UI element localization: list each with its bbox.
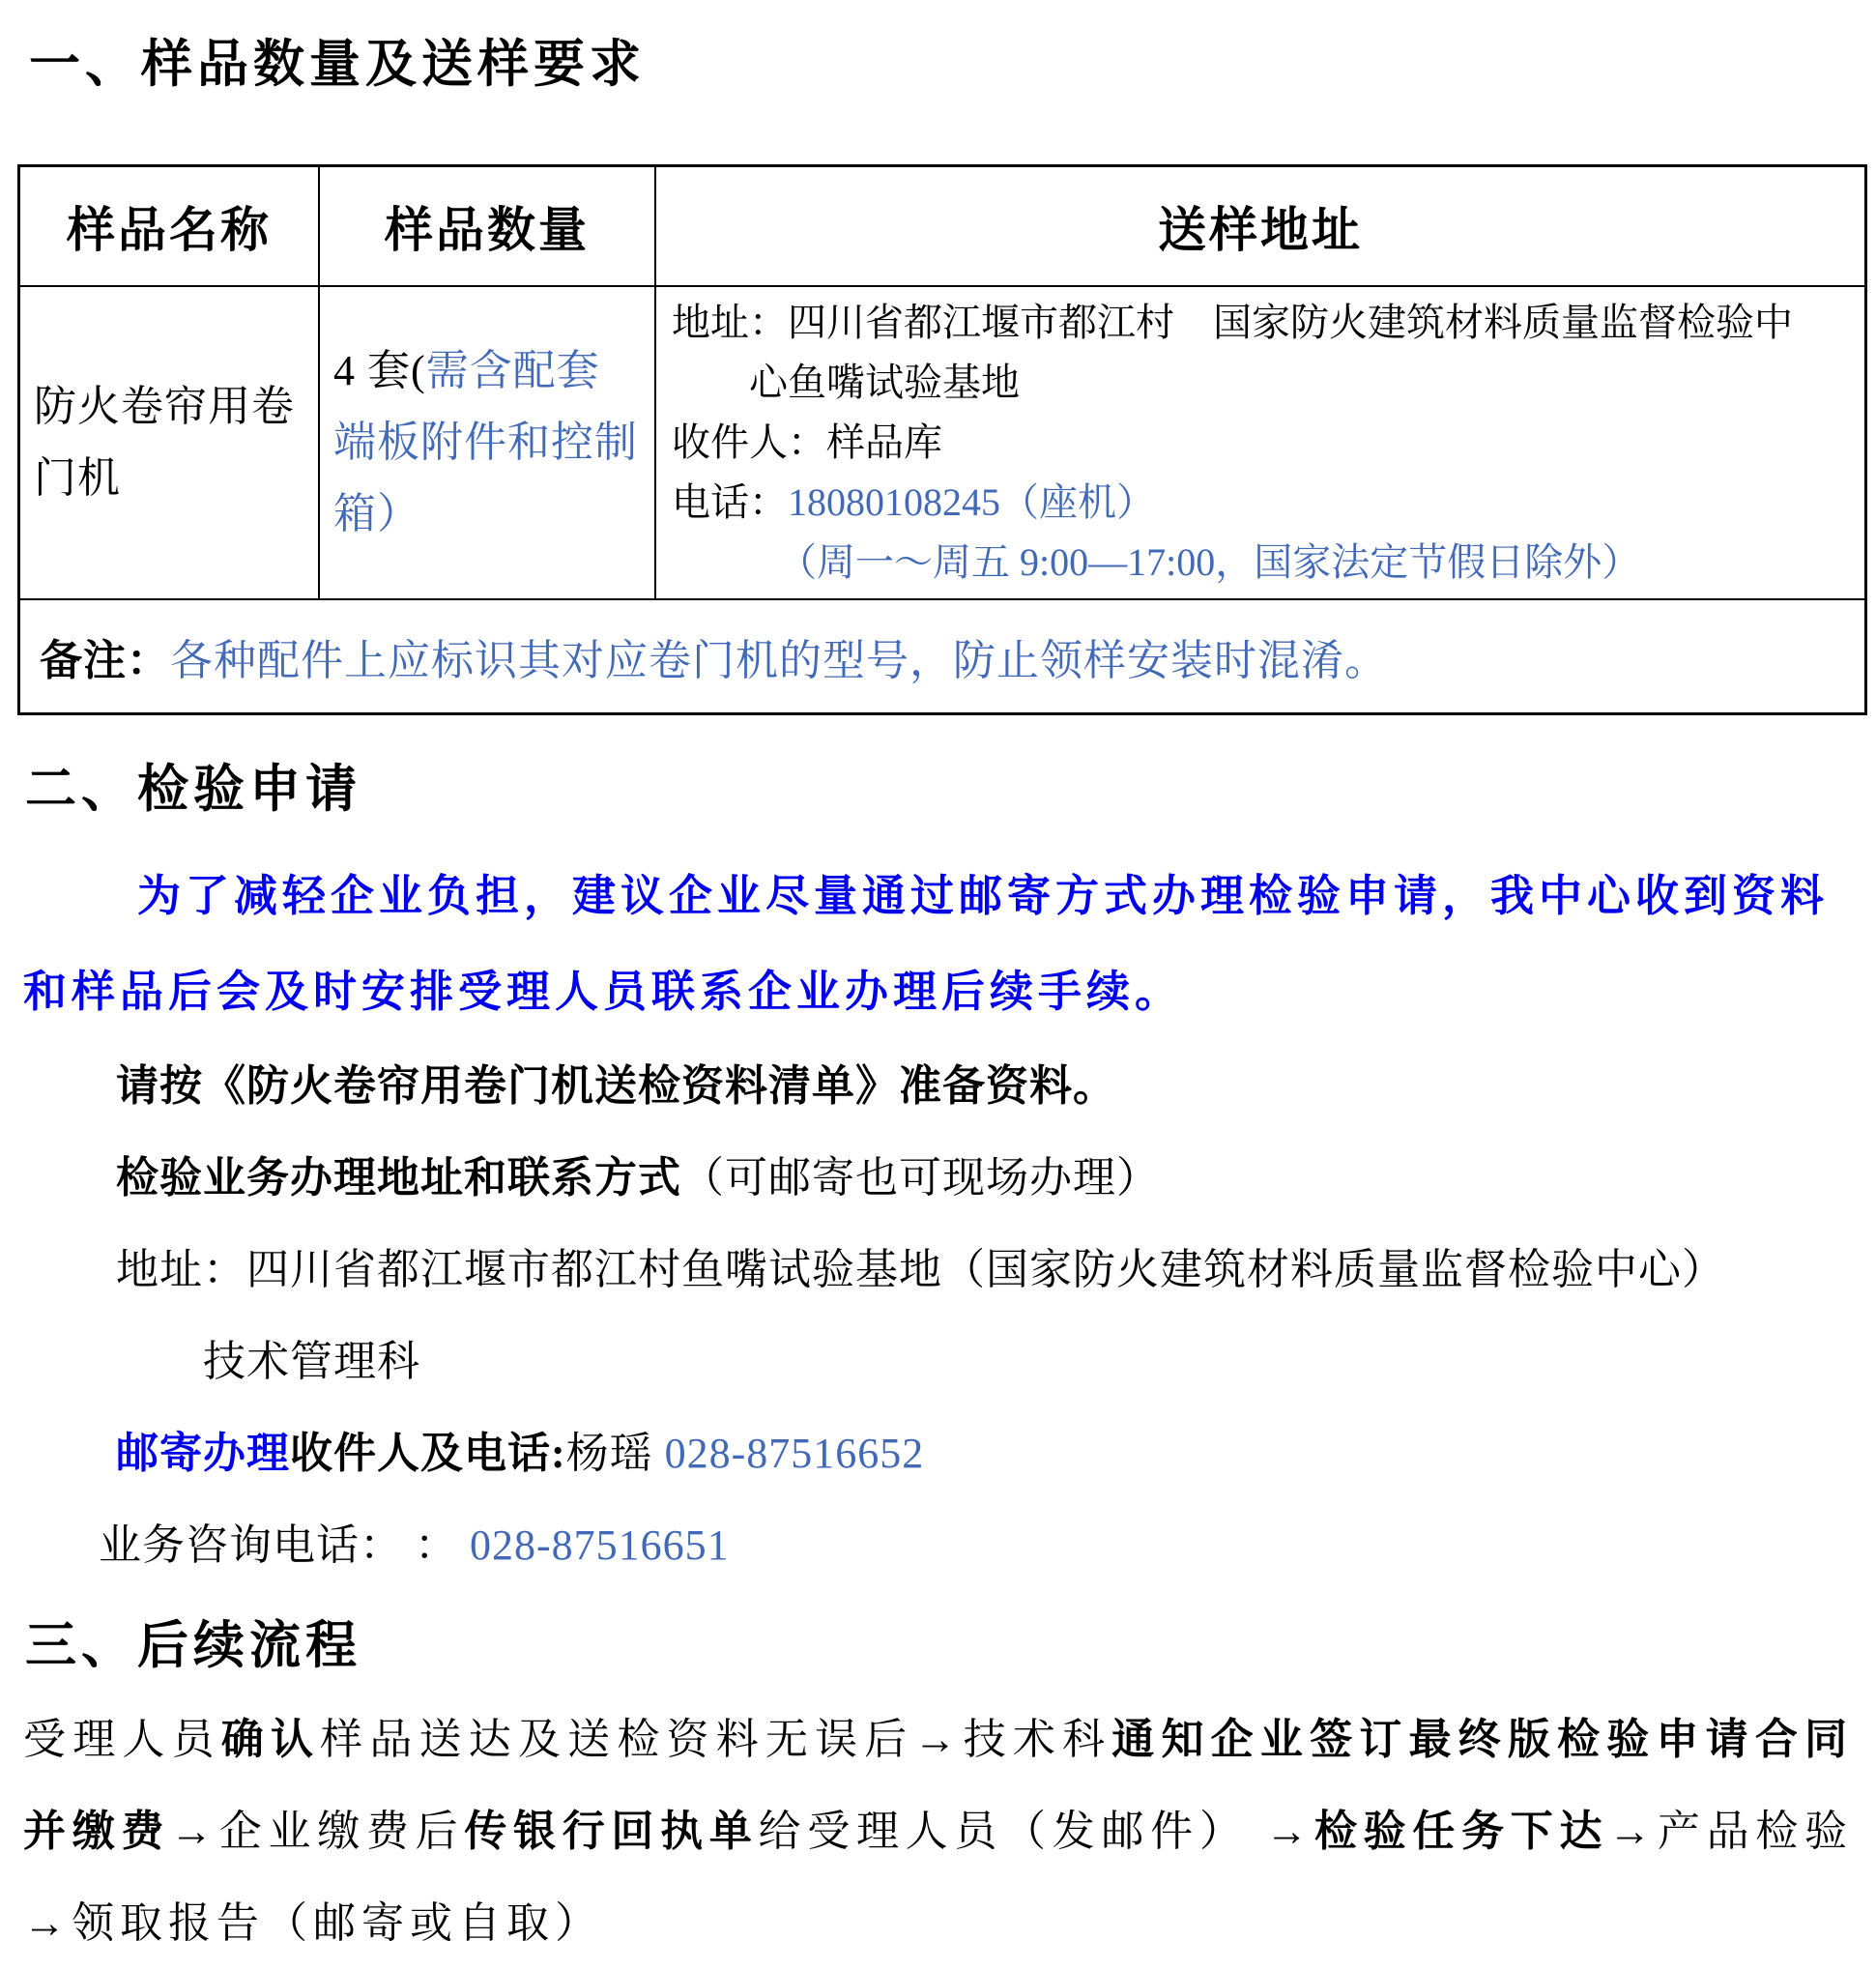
consult-phone-line: 业务咨询电话： ： 028-87516651 [99, 1520, 730, 1569]
mail-contact-line: 邮寄办理收件人及电话:杨瑶 028-87516652 [116, 1429, 925, 1477]
sample-name-cell: 防火卷帘用卷门机 [19, 286, 320, 599]
table-header-row [19, 166, 1866, 287]
note-cell: 备注：各种配件上应标识其对应卷门机的型号，防止领样安装时混淆。 [19, 599, 1866, 713]
recipient-line: 收件人：样品库 [672, 420, 942, 464]
section2-heading: 二、检验申请 [25, 761, 361, 818]
section1-heading: 一、样品数量及送样要求 [29, 37, 646, 93]
department-line: 技术管理科 [203, 1337, 420, 1385]
column-header-delivery-address: 送样地址 [655, 166, 1866, 287]
office-address-line: 地址：四川省都江堰市都江村鱼嘴试验基地（国家防火建筑材料质量监督检验中心） [116, 1245, 1725, 1293]
sample-requirements-table [17, 164, 1867, 715]
office-hours-line: （周一～周五 9:00—17:00，国家法定节假日除外） [778, 540, 1641, 584]
column-header-sample-quantity: 样品数量 [319, 166, 655, 287]
sample-quantity-cell: 4 套(需含配套端板附件和控制箱） [319, 286, 655, 599]
section3-heading: 三、后续流程 [25, 1617, 361, 1674]
address-line-2: 心鱼嘴试验基地 [749, 361, 1020, 404]
contact-heading-line: 检验业务办理地址和联系方式（可邮寄也可现场办理） [116, 1153, 1160, 1202]
prepare-materials-line: 请按《防火卷帘用卷门机送检资料清单》准备资料。 [116, 1061, 1116, 1110]
table-row [19, 286, 1866, 599]
address-line-1: 地址：四川省都江堰市都江村 国家防火建筑材料质量监督检验中 [672, 301, 1793, 344]
phone-line: 电话：18080108245（座机） [672, 480, 1155, 524]
lead-paragraph: 为了减轻企业负担，建议企业尽量通过邮寄方式办理检验申请，我中心收到资料和样品后会及时安排受理人员联系企业办理后续手续。 [23, 871, 1830, 1016]
column-header-sample-name: 样品名称 [19, 166, 320, 287]
note-row [19, 599, 1866, 713]
delivery-address-cell [655, 286, 1866, 599]
process-flow-paragraph: 受理人员确认样品送达及送检资料无误后→技术科通知企业签订最终版检验申请合同并缴费→企业缴费后传银行回执单给受理人员（发邮件） →检验任务下达→产品检验→领取报告（邮寄或自取） [23, 1715, 1854, 1947]
